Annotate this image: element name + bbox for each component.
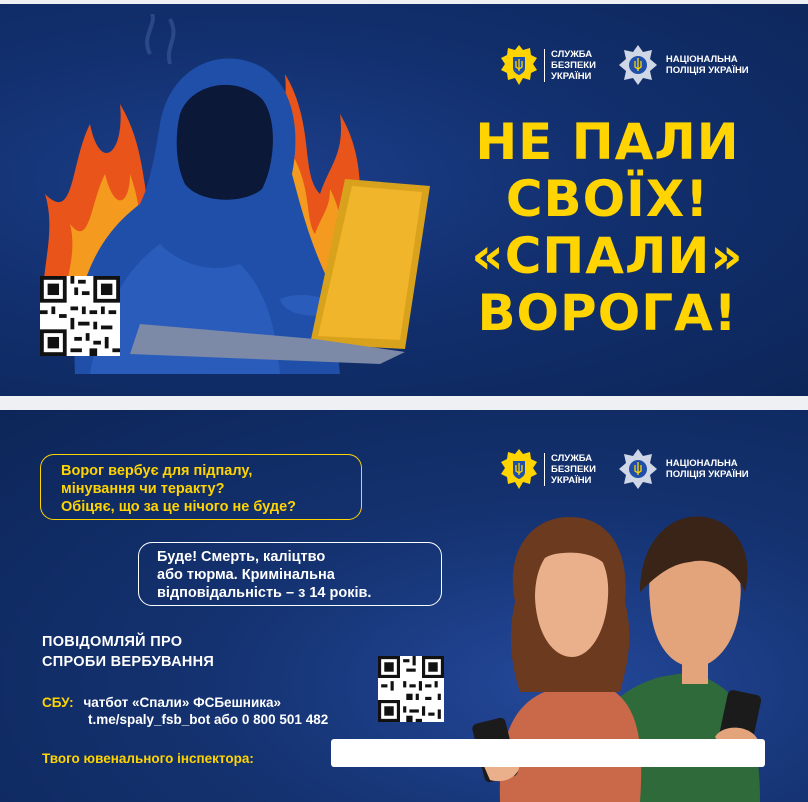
contact-chatbot[interactable]: чатбот «Спали» ФСБешника» (83, 695, 282, 710)
sbu-logo (500, 44, 596, 86)
inspector-field[interactable] (331, 739, 765, 767)
sbu-contact (42, 694, 328, 728)
answer-line-3: відповідальність – з 14 років. (157, 585, 372, 601)
question-line-1: Ворог вербує для підпалу, (61, 463, 253, 479)
sbu-logo-label: СЛУЖБА БЕЗПЕКИ УКРАЇНИ (544, 453, 596, 486)
sbu-logo (500, 448, 596, 490)
contact-label: СБУ: (42, 695, 74, 710)
contact-link-phone[interactable]: t.me/spaly_fsb_bot або 0 800 501 482 (88, 712, 329, 727)
qr-code-icon[interactable] (378, 656, 444, 722)
partner-logos-bottom (500, 448, 749, 490)
police-logo-label: НАЦІОНАЛЬНА ПОЛІЦІЯ УКРАЇНИ (665, 458, 749, 480)
report-title: ПОВІДОМЛЯЙ ПРО СПРОБИ ВЕРБУВАННЯ (42, 634, 215, 670)
trident-shield-icon (500, 44, 538, 86)
question-line-2: мінування чи теракту? (61, 481, 225, 497)
headline (430, 114, 785, 342)
police-logo (618, 44, 749, 86)
police-logo-label: НАЦІОНАЛЬНА ПОЛІЦІЯ УКРАЇНИ (665, 54, 749, 76)
headline-line-1: НЕ ПАЛИ (475, 113, 740, 171)
question-line-3: Обіцяє, що за це нічого не буде? (61, 499, 296, 515)
headline-line-2: СВОЇХ! (505, 170, 710, 228)
bottom-card (0, 410, 808, 802)
answer-bubble (138, 542, 442, 606)
question-bubble (40, 454, 362, 520)
qr-code-icon[interactable] (40, 276, 120, 356)
headline-line-4: ВОРОГА! (477, 284, 738, 342)
police-star-icon (618, 44, 658, 86)
partner-logos (500, 44, 749, 86)
police-logo (618, 448, 749, 490)
headline-line-3: «СПАЛИ» (471, 227, 744, 285)
answer-line-1: Буде! Смерть, каліцтво (157, 549, 326, 565)
sbu-logo-label: СЛУЖБА БЕЗПЕКИ УКРАЇНИ (544, 49, 596, 82)
top-card (0, 4, 808, 396)
inspector-label: Твого ювенального інспектора: (42, 751, 254, 766)
police-star-icon (618, 448, 658, 490)
trident-shield-icon (500, 448, 538, 490)
answer-line-2: або тюрма. Кримінальна (157, 567, 335, 583)
